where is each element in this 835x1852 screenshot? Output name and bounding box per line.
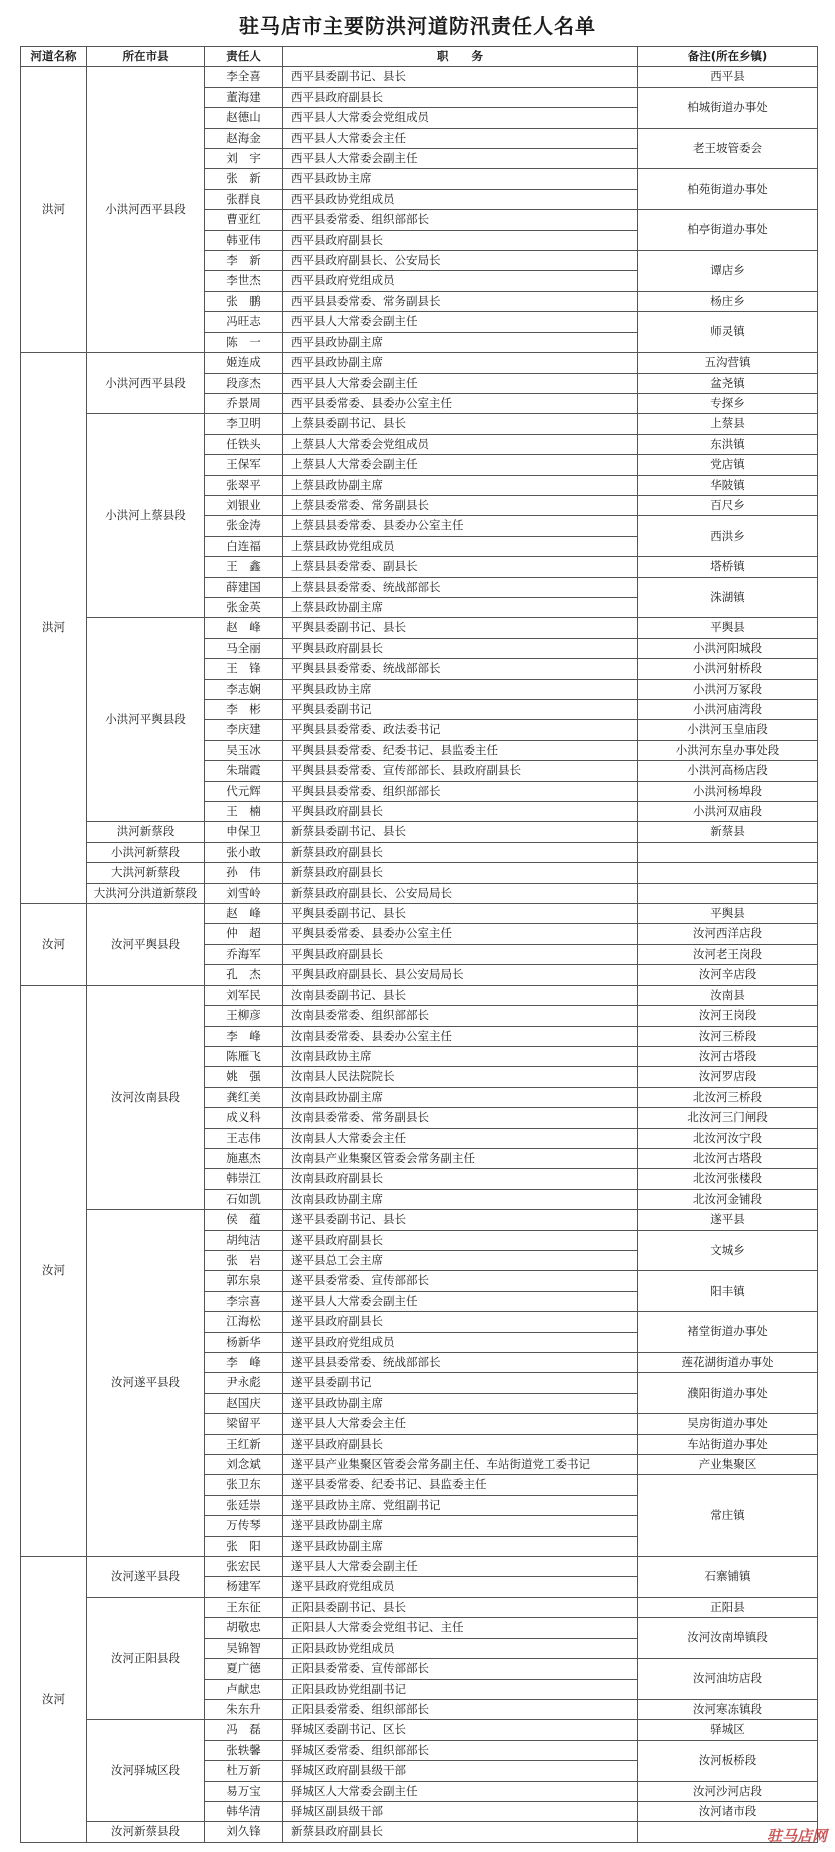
- notes-cell: 小洪河玉皇庙段: [638, 720, 818, 740]
- position-cell: 遂平县委副书记、县长: [283, 1210, 638, 1230]
- person-name-cell: 胡纯洁: [205, 1230, 283, 1250]
- position-cell: 上蔡县县委常委、副县长: [283, 557, 638, 577]
- person-name-cell: 夏广德: [205, 1659, 283, 1679]
- person-name-cell: 王 鑫: [205, 557, 283, 577]
- county-section-cell: 小洪河新蔡段: [87, 842, 205, 862]
- position-cell: 平舆县县委常委、宣传部部长、县政府副县长: [283, 761, 638, 781]
- person-name-cell: 张翠平: [205, 475, 283, 495]
- person-name-cell: 杨新华: [205, 1332, 283, 1352]
- table-row: [21, 822, 818, 842]
- person-name-cell: 张廷崇: [205, 1495, 283, 1515]
- position-cell: 遂平县人大常委会副主任: [283, 1291, 638, 1311]
- position-cell: 驿城区副县级干部: [283, 1801, 638, 1821]
- position-cell: 西平县政府副县长: [283, 87, 638, 107]
- header-river: 河道名称: [21, 47, 87, 67]
- person-name-cell: 胡敬忠: [205, 1618, 283, 1638]
- notes-cell: 百尺乡: [638, 495, 818, 515]
- notes-cell: [638, 863, 818, 883]
- person-name-cell: 尹永彪: [205, 1373, 283, 1393]
- notes-cell: 小洪河万冢段: [638, 679, 818, 699]
- person-name-cell: 张宏民: [205, 1557, 283, 1577]
- person-name-cell: 赵 峰: [205, 904, 283, 924]
- person-name-cell: 刘银业: [205, 495, 283, 515]
- person-name-cell: 刘雪岭: [205, 883, 283, 903]
- notes-cell: 汝河汝南埠镇段: [638, 1618, 818, 1659]
- notes-cell: 汝河辛店段: [638, 965, 818, 985]
- position-cell: 平舆县委常委、县委办公室主任: [283, 924, 638, 944]
- person-name-cell: 张轶馨: [205, 1740, 283, 1760]
- person-name-cell: 李 峰: [205, 1353, 283, 1373]
- position-cell: 西平县委常委、组织部部长: [283, 210, 638, 230]
- position-cell: 遂平县政协副主席: [283, 1536, 638, 1556]
- person-name-cell: 韩亚伟: [205, 230, 283, 250]
- county-section-cell: 汝河正阳县段: [87, 1597, 205, 1719]
- position-cell: 平舆县县委常委、统战部部长: [283, 659, 638, 679]
- position-cell: 西平县人大常委会副主任: [283, 373, 638, 393]
- person-name-cell: 孙 伟: [205, 863, 283, 883]
- person-name-cell: 姬连成: [205, 353, 283, 373]
- person-name-cell: 吴玉冰: [205, 740, 283, 760]
- position-cell: 遂平县政协副主席: [283, 1516, 638, 1536]
- person-name-cell: 张群良: [205, 189, 283, 209]
- county-section-cell: 大洪河分洪道新蔡段: [87, 883, 205, 903]
- notes-cell: 汝河诸市段: [638, 1801, 818, 1821]
- position-cell: 上蔡县人大常委会副主任: [283, 455, 638, 475]
- notes-cell: 谭店乡: [638, 251, 818, 292]
- position-cell: 上蔡县委副书记、县长: [283, 414, 638, 434]
- notes-cell: 师灵镇: [638, 312, 818, 353]
- person-name-cell: 赵 峰: [205, 618, 283, 638]
- person-name-cell: 张金英: [205, 597, 283, 617]
- position-cell: 遂平县产业集聚区管委会常务副主任、车站街道党工委书记: [283, 1455, 638, 1475]
- notes-cell: 柏苑街道办事处: [638, 169, 818, 210]
- notes-cell: 正阳县: [638, 1597, 818, 1617]
- position-cell: 平舆县县委常委、政法委书记: [283, 720, 638, 740]
- person-name-cell: 冯旺志: [205, 312, 283, 332]
- position-cell: 新蔡县政府副县长: [283, 842, 638, 862]
- person-name-cell: 朱瑞霞: [205, 761, 283, 781]
- position-cell: 正阳县政协党组副书记: [283, 1679, 638, 1699]
- notes-cell: 新蔡县: [638, 822, 818, 842]
- position-cell: 西平县政府副县长、公安局长: [283, 251, 638, 271]
- position-cell: 上蔡县县委常委、统战部部长: [283, 577, 638, 597]
- notes-cell: 北汝河张楼段: [638, 1169, 818, 1189]
- notes-cell: 汝河油坊店段: [638, 1659, 818, 1700]
- notes-cell: 西洪乡: [638, 516, 818, 557]
- notes-cell: 小洪河东皇办事处段: [638, 740, 818, 760]
- person-name-cell: 乔海军: [205, 944, 283, 964]
- notes-cell: 平舆县: [638, 618, 818, 638]
- position-cell: 上蔡县政协副主席: [283, 597, 638, 617]
- person-name-cell: 冯 磊: [205, 1720, 283, 1740]
- position-cell: 汝南县人民法院院长: [283, 1067, 638, 1087]
- position-cell: 西平县人大常委会副主任: [283, 149, 638, 169]
- notes-cell: 汝河西洋店段: [638, 924, 818, 944]
- position-cell: 平舆县委副书记、县长: [283, 904, 638, 924]
- position-cell: 新蔡县政府副县长: [283, 863, 638, 883]
- header-notes: 备注(所在乡镇): [638, 47, 818, 67]
- table-row: [21, 904, 818, 924]
- person-name-cell: 赵海金: [205, 128, 283, 148]
- person-name-cell: 仲 超: [205, 924, 283, 944]
- position-cell: 驿城区政府副县级干部: [283, 1761, 638, 1781]
- table-row: [21, 353, 818, 373]
- position-cell: 遂平县政府党组成员: [283, 1332, 638, 1352]
- position-cell: 遂平县总工会主席: [283, 1250, 638, 1270]
- person-name-cell: 李世杰: [205, 271, 283, 291]
- person-name-cell: 韩华清: [205, 1801, 283, 1821]
- position-cell: 新蔡县政府副县长、公安局局长: [283, 883, 638, 903]
- position-cell: 遂平县政协副主席: [283, 1393, 638, 1413]
- notes-cell: 阳丰镇: [638, 1271, 818, 1312]
- position-cell: 西平县政协主席: [283, 169, 638, 189]
- notes-cell: 汝河三桥段: [638, 1026, 818, 1046]
- position-cell: 遂平县委常委、宣传部部长: [283, 1271, 638, 1291]
- position-cell: 遂平县政协主席、党组副书记: [283, 1495, 638, 1515]
- position-cell: 西平县人大常委会主任: [283, 128, 638, 148]
- position-cell: 西平县政府副县长: [283, 230, 638, 250]
- person-name-cell: 薛建国: [205, 577, 283, 597]
- person-name-cell: 朱东升: [205, 1699, 283, 1719]
- river-name-cell: 洪河: [21, 67, 87, 353]
- site-watermark: 驻马店网: [766, 1827, 827, 1845]
- position-cell: 汝南县产业集聚区管委会常务副主任: [283, 1148, 638, 1168]
- position-cell: 正阳县委常委、组织部部长: [283, 1699, 638, 1719]
- person-name-cell: 吴锦智: [205, 1638, 283, 1658]
- person-name-cell: 王保军: [205, 455, 283, 475]
- notes-cell: 常庄镇: [638, 1475, 818, 1557]
- county-section-cell: 汝河平舆县段: [87, 904, 205, 986]
- position-cell: 汝南县委副书记、县长: [283, 985, 638, 1005]
- position-cell: 驿城区委副书记、区长: [283, 1720, 638, 1740]
- person-name-cell: 王红新: [205, 1434, 283, 1454]
- person-name-cell: 张金涛: [205, 516, 283, 536]
- notes-cell: 北汝河三门闸段: [638, 1108, 818, 1128]
- person-name-cell: 李卫明: [205, 414, 283, 434]
- notes-cell: 盆尧镇: [638, 373, 818, 393]
- position-cell: 遂平县政府副县长: [283, 1230, 638, 1250]
- person-name-cell: 江海松: [205, 1312, 283, 1332]
- notes-cell: 莲花湖街道办事处: [638, 1353, 818, 1373]
- person-name-cell: 张 新: [205, 169, 283, 189]
- county-section-cell: 大洪河新蔡段: [87, 863, 205, 883]
- position-cell: 遂平县人大常委会主任: [283, 1414, 638, 1434]
- notes-cell: 塔桥镇: [638, 557, 818, 577]
- county-section-cell: 小洪河西平县段: [87, 67, 205, 353]
- person-name-cell: 石如凯: [205, 1189, 283, 1209]
- person-name-cell: 韩崇江: [205, 1169, 283, 1189]
- position-cell: 上蔡县委常委、常务副县长: [283, 495, 638, 515]
- document-title: 驻马店市主要防洪河道防汛责任人名单: [239, 14, 596, 38]
- person-name-cell: 易万宝: [205, 1781, 283, 1801]
- notes-cell: 柏亭街道办事处: [638, 210, 818, 251]
- person-name-cell: 王志伟: [205, 1128, 283, 1148]
- person-name-cell: 李 峰: [205, 1026, 283, 1046]
- table-row: [21, 1822, 818, 1842]
- position-cell: 上蔡县人大常委会党组成员: [283, 434, 638, 454]
- position-cell: 西平县政协副主席: [283, 353, 638, 373]
- position-cell: 汝南县人大常委会主任: [283, 1128, 638, 1148]
- notes-cell: 北汝河汝宁段: [638, 1128, 818, 1148]
- table-row: [21, 67, 818, 87]
- position-cell: 平舆县政府副县长: [283, 638, 638, 658]
- person-name-cell: 李庆建: [205, 720, 283, 740]
- person-name-cell: 成义科: [205, 1108, 283, 1128]
- position-cell: 平舆县政协主席: [283, 679, 638, 699]
- table-row: [21, 618, 818, 638]
- person-name-cell: 白连福: [205, 536, 283, 556]
- county-section-cell: 汝河驿城区段: [87, 1720, 205, 1822]
- header-county: 所在市县: [87, 47, 205, 67]
- person-name-cell: 赵国庆: [205, 1393, 283, 1413]
- notes-cell: 濮阳街道办事处: [638, 1373, 818, 1414]
- notes-cell: 车站街道办事处: [638, 1434, 818, 1454]
- position-cell: 西平县人大常委会党组成员: [283, 108, 638, 128]
- person-name-cell: 刘念斌: [205, 1455, 283, 1475]
- river-name-cell: 汝河: [21, 1557, 87, 1843]
- notes-cell: 小洪河高杨店段: [638, 761, 818, 781]
- person-name-cell: 张卫东: [205, 1475, 283, 1495]
- table-row: [21, 1210, 818, 1230]
- notes-cell: 小洪河射桥段: [638, 659, 818, 679]
- notes-cell: 遂平县: [638, 1210, 818, 1230]
- header-position: 职 务: [283, 47, 638, 67]
- person-name-cell: 王 锋: [205, 659, 283, 679]
- person-name-cell: 赵德山: [205, 108, 283, 128]
- notes-cell: 汝河板桥段: [638, 1740, 818, 1781]
- person-name-cell: 张 鹏: [205, 291, 283, 311]
- notes-cell: 华陂镇: [638, 475, 818, 495]
- person-name-cell: 施惠杰: [205, 1148, 283, 1168]
- position-cell: 西平县人大常委会副主任: [283, 312, 638, 332]
- responsibility-table: [20, 46, 818, 1843]
- position-cell: 汝南县政协副主席: [283, 1087, 638, 1107]
- table-header-row: [21, 47, 818, 67]
- position-cell: 遂平县政府副县长: [283, 1312, 638, 1332]
- person-name-cell: 孔 杰: [205, 965, 283, 985]
- notes-cell: 杨庄乡: [638, 291, 818, 311]
- person-name-cell: 刘 宇: [205, 149, 283, 169]
- notes-cell: 小洪河庙湾段: [638, 700, 818, 720]
- person-name-cell: 李宗喜: [205, 1291, 283, 1311]
- position-cell: 平舆县县委常委、纪委书记、县监委主任: [283, 740, 638, 760]
- position-cell: 正阳县政协党组成员: [283, 1638, 638, 1658]
- notes-cell: 汝河古塔段: [638, 1046, 818, 1066]
- position-cell: 平舆县委副书记、县长: [283, 618, 638, 638]
- position-cell: 遂平县县委常委、统战部部长: [283, 1353, 638, 1373]
- position-cell: 正阳县人大常委会党组书记、主任: [283, 1618, 638, 1638]
- person-name-cell: 万传琴: [205, 1516, 283, 1536]
- position-cell: 正阳县委常委、宣传部部长: [283, 1659, 638, 1679]
- position-cell: 西平县政协党组成员: [283, 189, 638, 209]
- notes-cell: 汝河寒冻镇段: [638, 1699, 818, 1719]
- position-cell: 遂平县政府副县长: [283, 1434, 638, 1454]
- person-name-cell: 刘久锋: [205, 1822, 283, 1842]
- notes-cell: 驿城区: [638, 1720, 818, 1740]
- position-cell: 汝南县政协副主席: [283, 1189, 638, 1209]
- person-name-cell: 马全丽: [205, 638, 283, 658]
- notes-cell: [638, 842, 818, 862]
- table-body: [21, 67, 818, 1842]
- county-section-cell: 洪河新蔡段: [87, 822, 205, 842]
- position-cell: 平舆县政府副县长: [283, 944, 638, 964]
- person-name-cell: 董海建: [205, 87, 283, 107]
- person-name-cell: 李 新: [205, 251, 283, 271]
- person-name-cell: 郭东泉: [205, 1271, 283, 1291]
- person-name-cell: 张小敢: [205, 842, 283, 862]
- notes-cell: 汝南县: [638, 985, 818, 1005]
- river-name-cell: 汝河: [21, 985, 87, 1556]
- notes-cell: 东洪镇: [638, 434, 818, 454]
- position-cell: 汝南县政府副县长: [283, 1169, 638, 1189]
- table-row: [21, 1720, 818, 1740]
- person-name-cell: 任铁头: [205, 434, 283, 454]
- position-cell: 遂平县政府党组成员: [283, 1577, 638, 1597]
- notes-cell: 北汝河古塔段: [638, 1148, 818, 1168]
- person-name-cell: 陈雁飞: [205, 1046, 283, 1066]
- notes-cell: 老王坡管委会: [638, 128, 818, 169]
- position-cell: 汝南县委常委、县委办公室主任: [283, 1026, 638, 1046]
- person-name-cell: 王 楠: [205, 802, 283, 822]
- person-name-cell: 龚红美: [205, 1087, 283, 1107]
- person-name-cell: 卢献忠: [205, 1679, 283, 1699]
- position-cell: 汝南县委常委、组织部部长: [283, 1006, 638, 1026]
- person-name-cell: 杜万新: [205, 1761, 283, 1781]
- position-cell: 西平县政协副主席: [283, 332, 638, 352]
- person-name-cell: 段彦杰: [205, 373, 283, 393]
- position-cell: 西平县委常委、县委办公室主任: [283, 393, 638, 413]
- position-cell: 驿城区人大常委会副主任: [283, 1781, 638, 1801]
- position-cell: 西平县县委常委、常务副县长: [283, 291, 638, 311]
- notes-cell: 北汝河金铺段: [638, 1189, 818, 1209]
- person-name-cell: 刘军民: [205, 985, 283, 1005]
- position-cell: 正阳县委副书记、县长: [283, 1597, 638, 1617]
- notes-cell: 石寨铺镇: [638, 1557, 818, 1598]
- notes-cell: 汝河沙河店段: [638, 1781, 818, 1801]
- position-cell: 平舆县县委常委、组织部部长: [283, 781, 638, 801]
- notes-cell: [638, 883, 818, 903]
- position-cell: 西平县委副书记、县长: [283, 67, 638, 87]
- notes-cell: 平舆县: [638, 904, 818, 924]
- notes-cell: 汝河罗店段: [638, 1067, 818, 1087]
- county-section-cell: 汝河新蔡县段: [87, 1822, 205, 1842]
- table-row: [21, 863, 818, 883]
- notes-cell: 上蔡县: [638, 414, 818, 434]
- person-name-cell: 张 阳: [205, 1536, 283, 1556]
- person-name-cell: 陈 一: [205, 332, 283, 352]
- position-cell: 汝南县委常委、常务副县长: [283, 1108, 638, 1128]
- person-name-cell: 李 彬: [205, 700, 283, 720]
- position-cell: 新蔡县委副书记、县长: [283, 822, 638, 842]
- person-name-cell: 梁留平: [205, 1414, 283, 1434]
- position-cell: 遂平县委副书记: [283, 1373, 638, 1393]
- notes-cell: 褚堂街道办事处: [638, 1312, 818, 1353]
- notes-cell: 文城乡: [638, 1230, 818, 1271]
- county-section-cell: 小洪河上蔡县段: [87, 414, 205, 618]
- position-cell: 驿城区委常委、组织部部长: [283, 1740, 638, 1760]
- table-row: [21, 985, 818, 1005]
- notes-cell: 吴房街道办事处: [638, 1414, 818, 1434]
- notes-cell: 小洪河杨埠段: [638, 781, 818, 801]
- person-name-cell: 申保卫: [205, 822, 283, 842]
- notes-cell: 小洪河阳城段: [638, 638, 818, 658]
- river-name-cell: 汝河: [21, 904, 87, 986]
- person-name-cell: 杨建军: [205, 1577, 283, 1597]
- notes-cell: 汝河王岗段: [638, 1006, 818, 1026]
- position-cell: 遂平县委常委、纪委书记、县监委主任: [283, 1475, 638, 1495]
- person-name-cell: 李全喜: [205, 67, 283, 87]
- position-cell: 上蔡县政协副主席: [283, 475, 638, 495]
- table-row: [21, 842, 818, 862]
- position-cell: 汝南县政协主席: [283, 1046, 638, 1066]
- table-row: [21, 1597, 818, 1617]
- position-cell: 上蔡县县委常委、县委办公室主任: [283, 516, 638, 536]
- notes-cell: 五沟营镇: [638, 353, 818, 373]
- notes-cell: 洙湖镇: [638, 577, 818, 618]
- county-section-cell: 小洪河平舆县段: [87, 618, 205, 822]
- county-section-cell: 汝河汝南县段: [87, 985, 205, 1209]
- position-cell: 新蔡县政府副县长: [283, 1822, 638, 1842]
- notes-cell: 汝河老王岗段: [638, 944, 818, 964]
- person-name-cell: 曹亚红: [205, 210, 283, 230]
- position-cell: 平舆县委副书记: [283, 700, 638, 720]
- table-row: [21, 883, 818, 903]
- person-name-cell: 代元辉: [205, 781, 283, 801]
- person-name-cell: 王柳彦: [205, 1006, 283, 1026]
- person-name-cell: 王东征: [205, 1597, 283, 1617]
- notes-cell: 西平县: [638, 67, 818, 87]
- notes-cell: 北汝河三桥段: [638, 1087, 818, 1107]
- table-row: [21, 414, 818, 434]
- notes-cell: 产业集聚区: [638, 1455, 818, 1475]
- position-cell: 平舆县政府副县长、县公安局局长: [283, 965, 638, 985]
- person-name-cell: 乔景周: [205, 393, 283, 413]
- notes-cell: 党店镇: [638, 455, 818, 475]
- notes-cell: 小洪河双庙段: [638, 802, 818, 822]
- county-section-cell: 小洪河西平县段: [87, 353, 205, 414]
- header-person: 责任人: [205, 47, 283, 67]
- position-cell: 上蔡县政协党组成员: [283, 536, 638, 556]
- position-cell: 西平县政府党组成员: [283, 271, 638, 291]
- position-cell: 平舆县政府副县长: [283, 802, 638, 822]
- table-row: [21, 1557, 818, 1577]
- person-name-cell: 李志娴: [205, 679, 283, 699]
- county-section-cell: 汝河遂平县段: [87, 1210, 205, 1557]
- person-name-cell: 张 岩: [205, 1250, 283, 1270]
- person-name-cell: 侯 蕴: [205, 1210, 283, 1230]
- person-name-cell: 姚 强: [205, 1067, 283, 1087]
- river-name-cell: 洪河: [21, 353, 87, 904]
- notes-cell: 柏城街道办事处: [638, 87, 818, 128]
- position-cell: 遂平县人大常委会副主任: [283, 1557, 638, 1577]
- notes-cell: 专探乡: [638, 393, 818, 413]
- county-section-cell: 汝河遂平县段: [87, 1557, 205, 1598]
